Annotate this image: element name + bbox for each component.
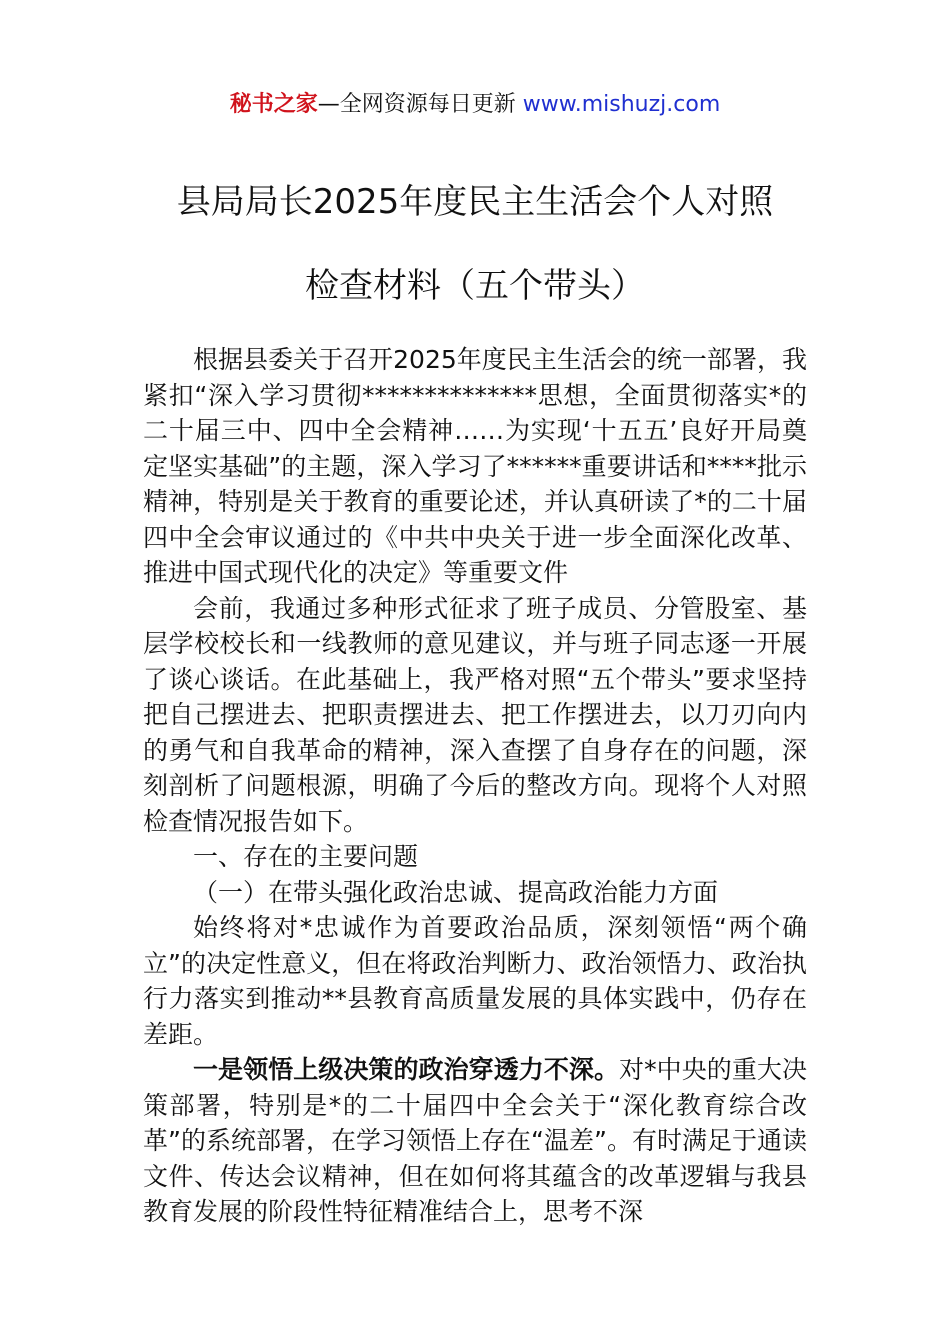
header-tagline: 全网资源每日更新 — [339, 92, 516, 117]
point-one-paragraph — [143, 1052, 807, 1230]
subsection-heading-one: （一）在带头强化政治忠诚、提高政治能力方面 — [193, 877, 719, 907]
header-separator: — — [317, 92, 340, 117]
section-heading-one: 一、存在的主要问题 — [193, 842, 419, 871]
site-header — [0, 88, 950, 122]
point-one-lead: 一是领悟上级决策的政治穿透力不深。 — [193, 1055, 620, 1084]
intro-paragraph: 根据县委关于召开2025年度民主生活会的统一部署，我紧扣“深入学习贯彻**************思想，全面贯彻落实*的二十届三中、四中全会精神……为实现‘十五五’良好开局奠定坚实基础”的主题，深入学习了******重要讲话和****批示精神，特别是关于教育的重要论述，并认真研读了*的二十届四中全会审议通过的《中共中央关于进一步全面深化改革、推进中国式现代化的决定》等重要文件 — [143, 345, 807, 587]
title-line-2: 检查材料（五个带头） — [305, 266, 645, 306]
brand-name: 秘书之家 — [229, 92, 318, 117]
subsection-one-paragraph: 始终将对*忠诚作为首要政治品质，深刻领悟“两个确立”的决定性意义，但在将政治判断力、政治领悟力、政治执行力落实到推动**县教育高质量发展的具体实践中，仍存在差距。 — [143, 913, 807, 1049]
title-line-1: 县局局长2025年度民主生活会个人对照 — [176, 182, 774, 222]
preparation-paragraph: 会前，我通过多种形式征求了班子成员、分管股室、基层学校校长和一线教师的意见建议，并与班子同志逐一开展了谈心谈话。在此基础上，我严格对照“五个带头”要求坚持把自己摆进去、把职责摆进去、把工作摆进去，以刀刃向内的勇气和自我革命的精神，深入查摆了自身存在的问题，深刻剖析了问题根源，明确了今后的整改方向。现将个人对照检查情况报告如下。 — [143, 593, 807, 836]
document-body — [143, 342, 807, 1230]
point-one-text: 对*中央的重大决策部署，特别是*的二十届四中全会关于“深化教育综合改革”的系统部署，在学习领悟上存在“温差”。有时满足于通读文件、传达会议精神，但在如何将其蕴含的改革逻辑与我县教育发展的阶段性特征精准结合上，思考不深 — [143, 1055, 807, 1226]
site-url-link[interactable]: www.mishuzj.com — [522, 92, 721, 117]
document-title — [0, 160, 950, 328]
